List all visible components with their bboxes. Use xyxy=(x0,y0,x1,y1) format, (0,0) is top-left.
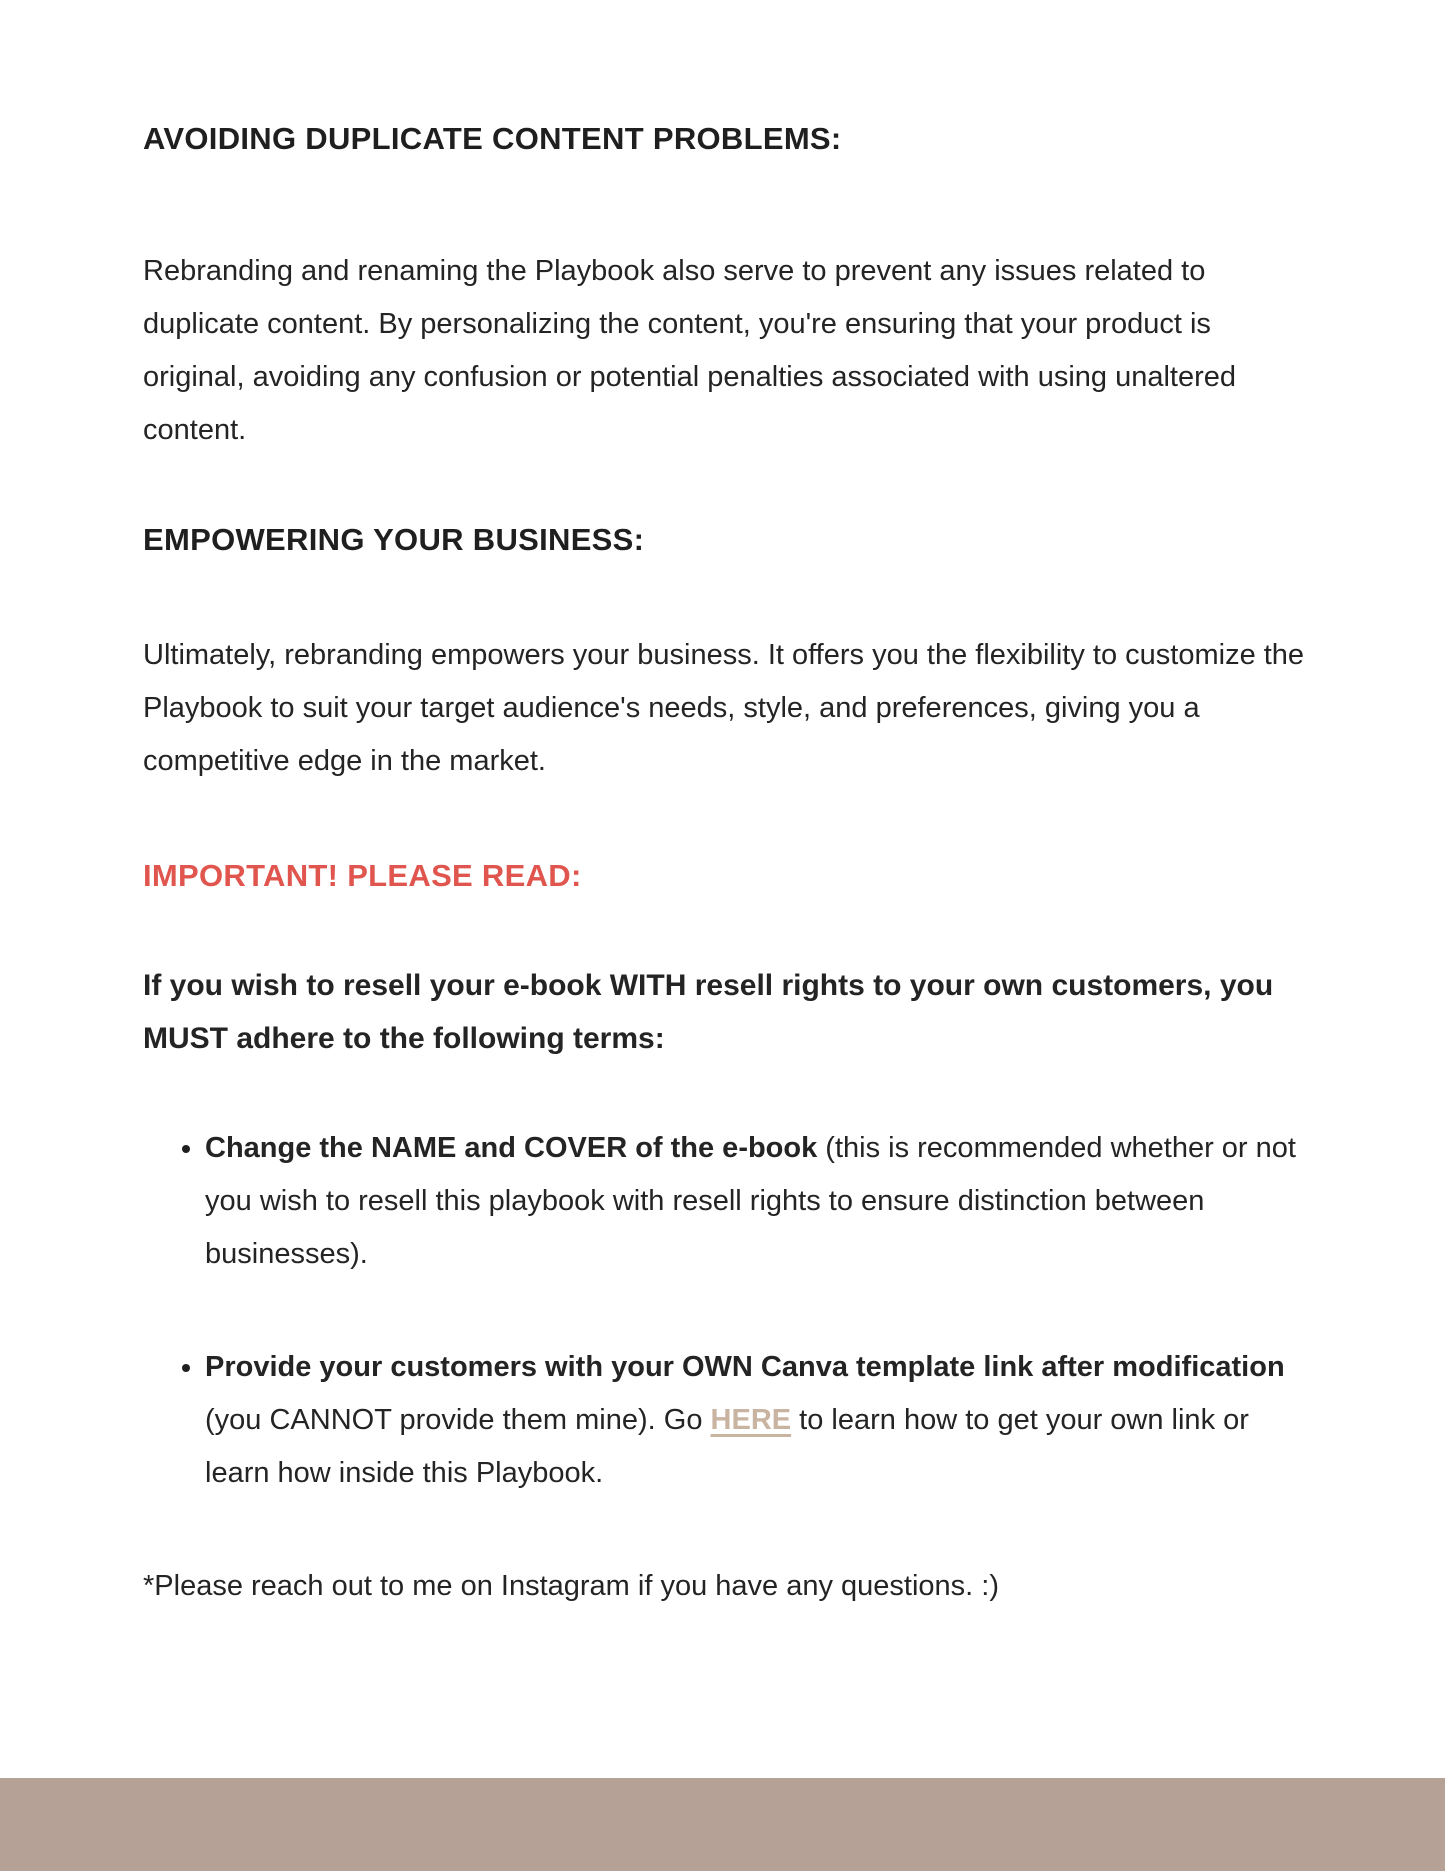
bullet2-regular-text: (you CANNOT provide them mine). Go xyxy=(205,1404,711,1436)
instagram-footnote: *Please reach out to me on Instagram if you have any questions. :) xyxy=(143,1570,999,1602)
bullet2-bold-text: Provide your customers with your OWN Canva template link after modification xyxy=(205,1351,1285,1383)
heading-avoiding-duplicate-content: AVOIDING DUPLICATE CONTENT PROBLEMS: xyxy=(143,121,842,156)
paragraph-resell-terms-intro: If you wish to resell your e-book WITH resell rights to your own customers, you MUST adhere to the following terms: xyxy=(143,969,1274,1055)
document-page xyxy=(143,118,1318,1613)
list-item-own-canva-link xyxy=(205,1341,1318,1500)
bullet1-regular-text: (this is recommended whether or not you wish to resell this playbook with resell rights to ensure distinction between businesses). xyxy=(205,1132,1296,1270)
paragraph-empowering-business: Ultimately, rebranding empowers your business. It offers you the flexibility to customize the Playbook to suit your target audience's needs, style, and preferences, giving you a competitive edge in the market. xyxy=(143,639,1305,777)
here-link[interactable]: HERE xyxy=(710,1404,792,1436)
footer-color-bar xyxy=(0,1778,1445,1871)
list-item-change-name-cover xyxy=(205,1122,1318,1281)
bullet2-regular-text-end: to learn how to get your own link or learn how inside this Playbook. xyxy=(205,1404,1249,1489)
paragraph-duplicate-content: Rebranding and renaming the Playbook also serve to prevent any issues related to duplicate content. By personalizing the content, you're ensuring that your product is original, avoiding any confusion or potential penalties associated with using unaltered content. xyxy=(143,255,1237,446)
heading-important-please-read: IMPORTANT! PLEASE READ: xyxy=(143,858,582,893)
resell-terms-list xyxy=(143,1122,1318,1500)
heading-empowering-your-business: EMPOWERING YOUR BUSINESS: xyxy=(143,522,645,557)
bullet1-bold-text: Change the NAME and COVER of the e-book xyxy=(205,1132,818,1164)
